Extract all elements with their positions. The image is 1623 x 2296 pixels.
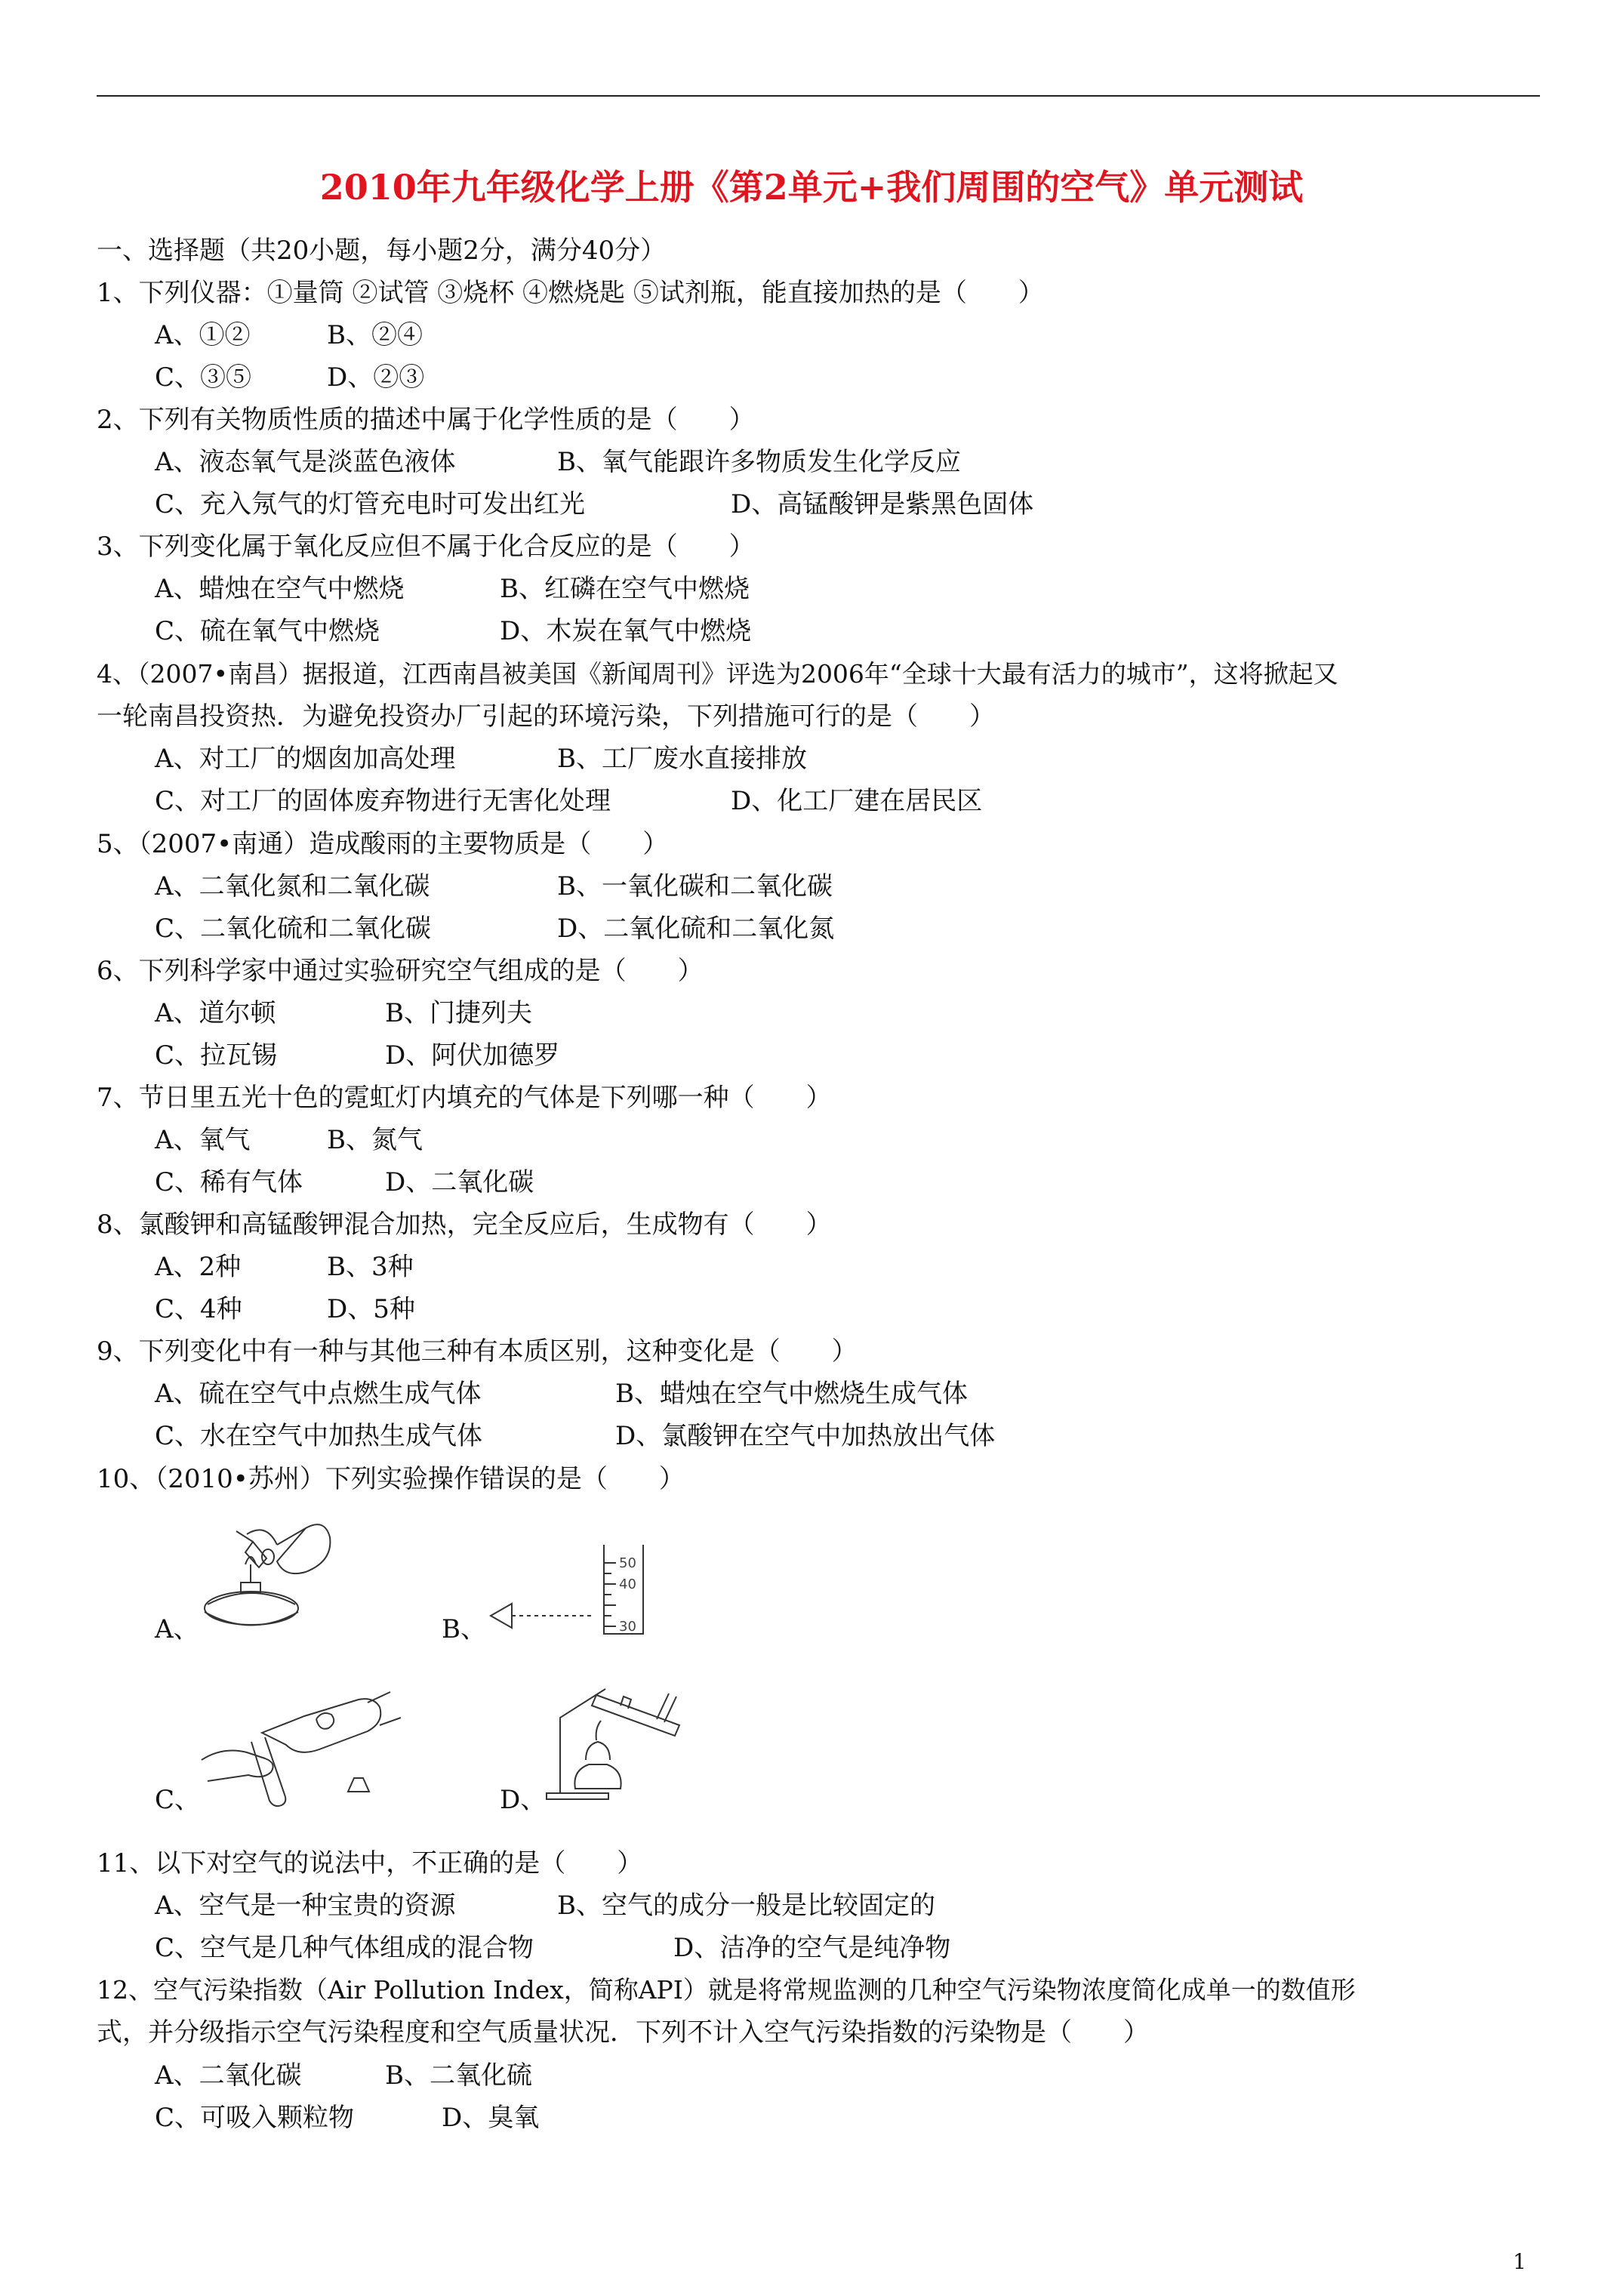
question-3-option-a: A、蜡烛在空气中燃烧 [155,574,405,604]
page-number: 1 [1513,2249,1526,2274]
question-11-option-a: A、空气是一种宝贵的资源 [155,1891,456,1921]
question-11-option-c: C、空气是几种气体组成的混合物 [155,1933,534,1963]
question-9-stem: 9、下列变化中有一种与其他三种有本质区别，这种变化是（ ） [97,1336,858,1367]
question-10-stem: 10、（2010•苏州）下列实验操作错误的是（ ） [97,1464,685,1494]
question-11-option-b: B、空气的成分一般是比较固定的 [557,1891,935,1921]
question-12-stem-line-1: 12、空气污染指数（Air Pollution Index，简称API）就是将常规监测的几种空气污染物浓度简化成单一的数值形 [97,1975,1356,2005]
question-10-option-c: C、 [155,1785,201,1815]
question-4-option-b: B、工厂废水直接排放 [557,744,807,774]
header-rule [97,95,1540,97]
question-2-option-c: C、充入氖气的灯管充电时可发出红光 [155,489,586,519]
question-1-option-a: A、①② [155,320,251,350]
question-4-option-d: D、化工厂建在居民区 [731,786,983,816]
question-1-option-d: D、②③ [327,362,425,393]
figure-c-pouring-liquid [192,1687,411,1808]
section-heading: 一、选择题（共20小题，每小题2分，满分40分） [97,236,667,266]
question-11-stem: 11、以下对空气的说法中，不正确的是（ ） [97,1848,643,1878]
question-8-option-b: B、3种 [327,1252,414,1282]
question-10-option-a: A、 [155,1614,199,1644]
figure-a-alcohol-lamp [192,1518,336,1631]
question-2-stem: 2、下列有关物质性质的描述中属于化学性质的是（ ） [97,405,755,435]
question-12-option-d: D、臭氧 [442,2103,540,2133]
question-11-option-d: D、洁净的空气是纯净物 [673,1933,951,1963]
question-9-option-b: B、蜡烛在空气中燃烧生成气体 [615,1379,968,1409]
question-5-option-a: A、二氧化氮和二氧化碳 [155,871,430,901]
question-5-stem: 5、（2007•南通）造成酸雨的主要物质是（ ） [97,829,669,859]
scale-label-bottom: 30 [619,1619,636,1635]
question-4-option-a: A、对工厂的烟囱加高处理 [155,744,456,774]
question-4-stem-line-1: 4、（2007•南昌）据报道，江西南昌被美国《新闻周刊》评选为2006年“全球十大最有活力的城市”，这将掀起又 [97,659,1338,689]
question-8-option-c: C、4种 [155,1294,242,1324]
question-12-option-a: A、二氧化碳 [155,2060,302,2091]
question-9-option-d: D、氯酸钾在空气中加热放出气体 [615,1421,996,1451]
question-9-option-a: A、硫在空气中点燃生成气体 [155,1379,482,1409]
figure-b-graduated-cylinder [483,1540,687,1638]
question-6-stem: 6、下列科学家中通过实验研究空气组成的是（ ） [97,956,704,986]
question-12-option-b: B、二氧化硫 [385,2060,532,2091]
question-5-option-c: C、二氧化硫和二氧化碳 [155,914,432,944]
question-7-option-a: A、氧气 [155,1125,251,1155]
scale-label-top: 50 [619,1555,636,1571]
page-title: 2010年九年级化学上册《第2单元+我们周围的空气》单元测试 [319,167,1304,208]
question-7-option-d: D、二氧化碳 [385,1167,534,1197]
question-4-option-c: C、对工厂的固体废弃物进行无害化处理 [155,786,611,816]
question-4-stem-line-2: 一轮南昌投资热．为避免投资办厂引起的环境污染，下列措施可行的是（ ） [97,701,995,732]
question-10-option-b: B、 [442,1614,486,1644]
question-12-option-c: C、可吸入颗粒物 [155,2103,355,2133]
question-3-option-b: B、红磷在空气中燃烧 [500,574,750,604]
question-3-option-c: C、硫在氧气中燃烧 [155,616,380,646]
question-3-stem: 3、下列变化属于氧化反应但不属于化合反应的是（ ） [97,532,755,562]
question-6-option-b: B、门捷列夫 [385,998,532,1028]
question-3-option-d: D、木炭在氧气中燃烧 [500,616,752,646]
question-7-stem: 7、节日里五光十色的霓虹灯内填充的气体是下列哪一种（ ） [97,1083,832,1113]
question-5-option-d: D、二氧化硫和二氧化氮 [557,914,835,944]
question-2-option-d: D、高锰酸钾是紫黑色固体 [731,489,1034,519]
question-1-option-b: B、②④ [327,320,423,350]
figure-d-heating-test-tube [536,1672,702,1808]
question-8-option-d: D、5种 [327,1294,415,1324]
question-2-option-a: A、液态氧气是淡蓝色液体 [155,447,456,477]
question-7-option-c: C、稀有气体 [155,1167,303,1197]
scale-label-mid: 40 [619,1576,636,1592]
question-9-option-c: C、水在空气中加热生成气体 [155,1421,483,1451]
question-8-option-a: A、2种 [155,1252,242,1282]
question-7-option-b: B、氮气 [327,1125,423,1155]
question-1-stem: 1、下列仪器：①量筒 ②试管 ③烧杯 ④燃烧匙 ⑤试剂瓶，能直接加热的是（ ） [97,278,1044,308]
question-10-option-d: D、 [500,1785,547,1815]
question-5-option-b: B、一氧化碳和二氧化碳 [557,871,833,901]
question-12-stem-line-2: 式，并分级指示空气污染程度和空气质量状况．下列不计入空气污染指数的污染物是（ ） [97,2017,1149,2048]
question-8-stem: 8、氯酸钾和高锰酸钾混合加热，完全反应后，生成物有（ ） [97,1210,832,1240]
question-6-option-c: C、拉瓦锡 [155,1040,278,1071]
question-6-option-d: D、阿伏加德罗 [385,1040,560,1071]
question-6-option-a: A、道尔顿 [155,998,276,1028]
question-1-option-c: C、③⑤ [155,362,252,393]
question-2-option-b: B、氧气能跟许多物质发生化学反应 [557,447,961,477]
